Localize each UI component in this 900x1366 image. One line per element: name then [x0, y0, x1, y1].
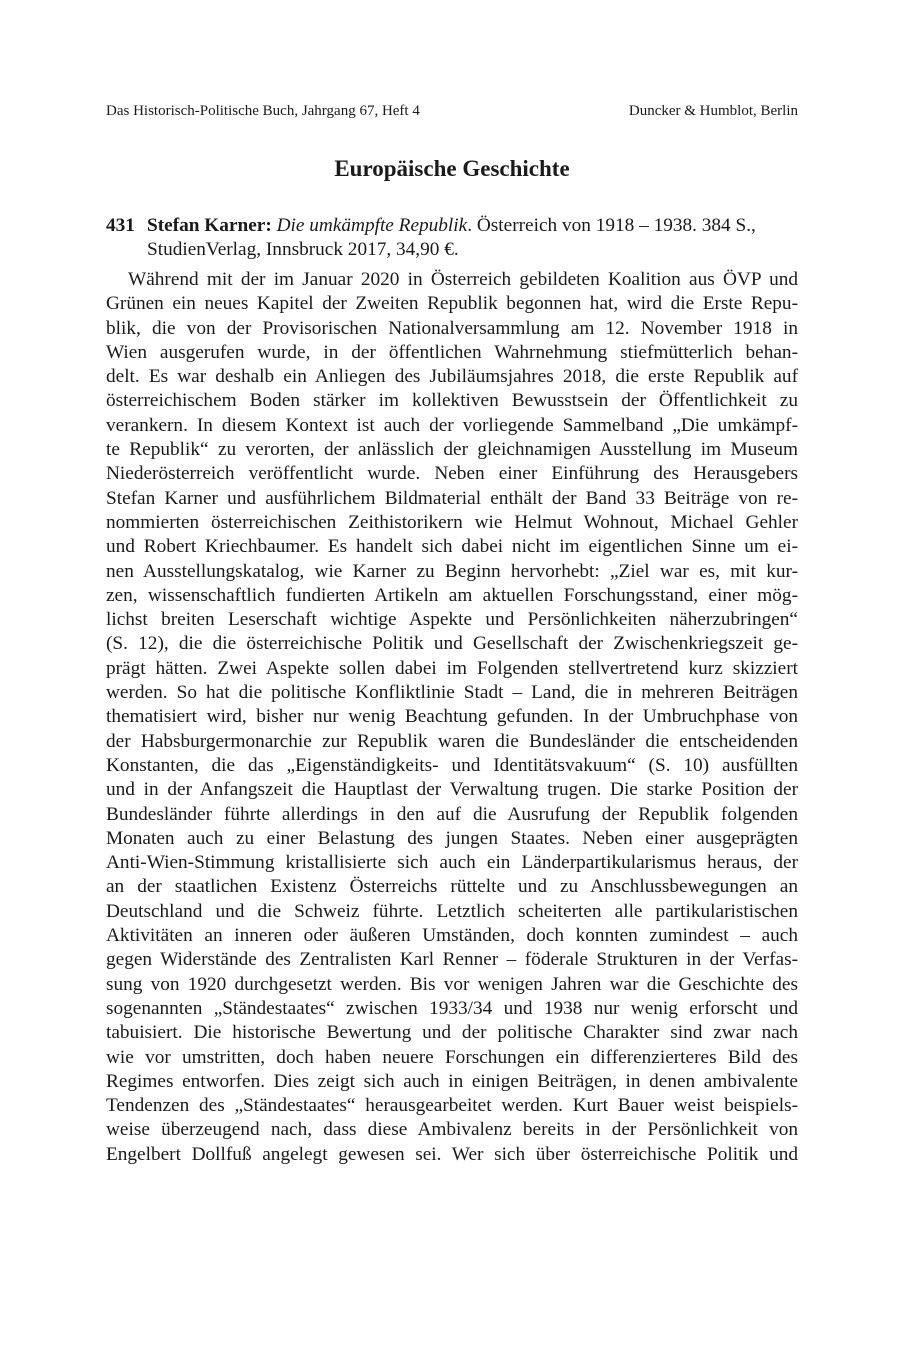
review-line: lichst breiten Leserschaft wichtige Aspekte und Persönlichkeiten näherzubringen“ [106, 609, 798, 631]
review-line: Niederösterreich veröffentlicht wurde. Neben einer Einführung des Herausgebers [106, 463, 798, 485]
review-line: und in der Anfangszeit die Hauptlast der Verwaltung trugen. Die starke Position der [106, 779, 798, 801]
entry-number: 431 [106, 215, 135, 236]
review-line: werden. So hat die politische Konfliktlinie Stadt – Land, die in mehreren Beiträgen [106, 682, 798, 704]
review-line: Während mit der im Januar 2020 in Österreich gebildeten Koalition aus ÖVP und [128, 269, 798, 290]
journal-info: Das Historisch-Politische Buch, Jahrgang 67, Heft 4 [106, 103, 420, 119]
review-line: te Republik“ zu verorten, der anlässlich der gleichnamigen Ausstellung im Museum [106, 439, 798, 461]
review-line: an der staatlichen Existenz Österreichs rüttelte und zu Anschlussbewegungen an [106, 876, 798, 898]
review-line: thematisiert wird, bisher nur wenig Beachtung gefunden. In der Umbruchphase von [106, 706, 798, 728]
review-line: Wien ausgerufen wurde, in der öffentlichen Wahrnehmung stiefmütterlich behan- [106, 341, 798, 363]
review-line: delt. Es war deshalb ein Anliegen des Jubiläumsjahres 2018, die erste Republik auf [106, 366, 798, 388]
book-title: Die umkämpfte Republik [276, 215, 468, 236]
review-line: weise überzeugend nach, dass diese Ambivalenz bereits in der Persönlichkeit von [106, 1119, 798, 1141]
review-line: Deutschland und die Schweiz führte. Letztlich scheiterten alle partikularistischen [106, 900, 798, 922]
review-line: Tendenzen des „Ständestaates“ herausgearbeitet werden. Kurt Bauer weist beispiels- [106, 1095, 798, 1117]
review-entry-header [106, 214, 798, 263]
review-line: Regimes entworfen. Dies zeigt sich auch in einigen Beiträgen, in denen ambivalente [106, 1070, 798, 1092]
section-title: Europäische Geschichte [334, 156, 570, 181]
review-line: tabuisiert. Die historische Bewertung und der politische Charakter sind zwar nach [106, 1022, 798, 1044]
review-line: Bundesländer führte allerdings in den auf die Ausrufung der Republik folgenden [106, 803, 798, 825]
review-line: sogenannten „Ständestaates“ zwischen 1933/34 und 1938 nur wenig erforscht und [106, 997, 798, 1019]
review-line: Aktivitäten an inneren oder äußeren Umständen, doch konnten zumindest – auch [106, 925, 798, 947]
review-line: (S. 12), die die österreichische Politik und Gesellschaft der Zwischenkriegszeit ge- [106, 633, 798, 655]
review-line: und Robert Kriechbaumer. Es handelt sich dabei nicht im eigentlichen Sinne um ei- [106, 536, 798, 558]
citation-details: . Österreich von 1918 – 1938. 384 S., [467, 215, 756, 236]
publisher-info: Duncker & Humblot, Berlin [628, 103, 798, 119]
review-line: Grünen ein neues Kapitel der Zweiten Republik begonnen hat, wird die Erste Repu- [106, 293, 798, 315]
review-line: blik, die von der Provisorischen Nationalversammlung am 12. November 1918 in [106, 317, 798, 339]
review-line: sung von 1920 durchgesetzt werden. Bis vor wenigen Jahren war die Geschichte des [106, 973, 798, 995]
review-body [106, 268, 798, 1167]
review-line: wie vor umstritten, doch haben neuere Forschungen ein differenzierteres Bild des [106, 1046, 798, 1068]
review-line: nommierten österreichischen Zeithistorikern wie Helmut Wohnout, Michael Gehler [106, 511, 798, 533]
citation-line-2: StudienVerlag, Innsbruck 2017, 34,90 €. [147, 239, 459, 261]
review-line: Engelbert Dollfuß angelegt gewesen sei. Wer sich über österreichische Politik und [106, 1143, 798, 1165]
review-line: Anti-Wien-Stimmung kristallisierte sich auch ein Länderpartikularismus heraus, der [106, 852, 798, 874]
review-line: Stefan Karner und ausführlichem Bildmaterial enthält der Band 33 Beiträge von re- [106, 487, 798, 509]
review-line: verankern. In diesem Kontext ist auch der vorliegende Sammelband „Die umkämpf- [106, 414, 798, 436]
review-line: nen Ausstellungskatalog, wie Karner zu Beginn hervorhebt: „Ziel war es, mit kur- [106, 560, 798, 582]
review-line: gegen Widerstände des Zentralisten Karl Renner – föderale Strukturen in der Verfas- [106, 949, 798, 971]
citation [147, 214, 798, 263]
review-line: österreichischem Boden stärker im kollektiven Bewusstsein der Öffentlichkeit zu [106, 390, 798, 412]
review-line: zen, wissenschaftlich fundierten Artikeln am aktuellen Forschungsstand, einer mög- [106, 584, 798, 606]
review-line: Monaten auch zu einer Belastung des jungen Staates. Neben einer ausgeprägten [106, 827, 798, 849]
review-line: der Habsburgermonarchie zur Republik waren die Bundesländer die entscheidenden [106, 730, 798, 752]
author-name: Stefan Karner: [147, 215, 272, 236]
review-line: prägt hätten. Zwei Aspekte sollen dabei im Folgenden stellvertretend kurz skizziert [106, 657, 798, 679]
review-line: Konstanten, die das „Eigenständigkeits- und Identitätsvakuum“ (S. 10) ausfüllten [106, 754, 798, 776]
citation-line-1 [147, 214, 798, 238]
